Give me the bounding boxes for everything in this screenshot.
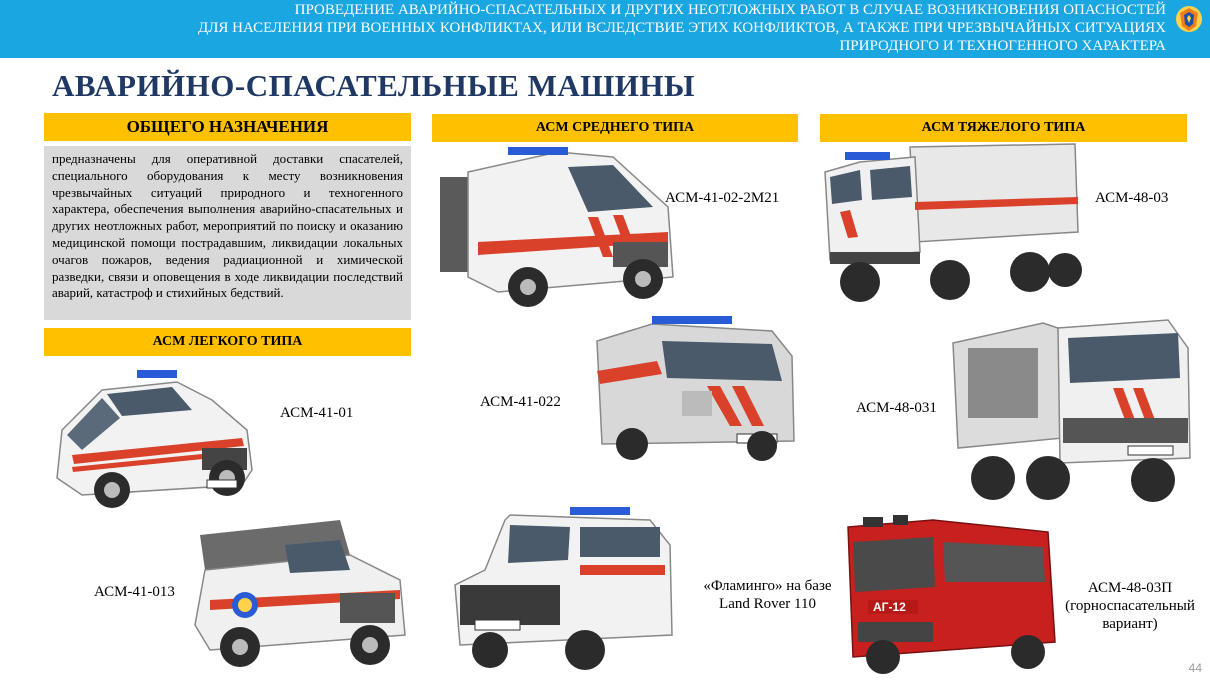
vehicle-label-asm-48-031: АСМ-48-031 (856, 400, 937, 416)
top-banner (0, 0, 1210, 58)
kamaz-box-truck-image (820, 142, 1082, 304)
uaz-rescue-van-image (592, 316, 800, 462)
medium-type-header: АСМ СРЕДНЕГО ТИПА (432, 114, 798, 142)
general-description: предназначены для оперативной доставки спасателей, специального оборудования к месту возникновения чрезвычайных ситуаций природного и техногенного характера, обеспечения выполнения аварийно-спасательных и других неотложных работ, мероприятий по поиску и оказанию медицинской помощи пострадавшим, ликвидации локальных очагов пожаров, ведения радиационной и химической разведки, связи и оповещения в ходе ликвидации последствий аварий, катастроф и стихийных бедствий. (44, 146, 411, 320)
banner-line-1: ПРОВЕДЕНИЕ АВАРИЙНО-СПАСАТЕЛЬНЫХ И ДРУГИХ НЕОТЛОЖНЫХ РАБОТ В СЛУЧАЕ ВОЗНИКНОВЕНИЯ ОПАСНОСТЕЙ (294, 2, 1166, 18)
page-title: АВАРИЙНО-СПАСАТЕЛЬНЫЕ МАШИНЫ (52, 68, 695, 103)
page-number: 44 (1188, 661, 1202, 675)
vehicle-label-asm-41-022: АСМ-41-022 (480, 394, 561, 410)
heavy-type-header: АСМ ТЯЖЕЛОГО ТИПА (820, 114, 1187, 142)
vehicle-label-flamingo (700, 577, 835, 613)
uaz-rescue-jeep-image (190, 515, 410, 675)
vehicle-label-asm-41-013: АСМ-41-013 (94, 584, 175, 600)
vehicle-label-asm-48-03: АСМ-48-03 (1095, 190, 1169, 206)
svg-text:АГ-12: АГ-12 (873, 600, 906, 614)
gazelle-rescue-van-image (438, 147, 678, 309)
land-rover-rescue-image (450, 505, 676, 671)
emergency-emblem-icon (1174, 4, 1204, 34)
niva-rescue-car-image (42, 360, 256, 515)
vehicle-label-asm-41-02-2m21: АСМ-41-02-2М21 (665, 190, 780, 206)
flamingo-label-line-1: «Фламинго» на базе (703, 578, 832, 594)
asm-48-03p-label-line-2: (горноспасательный (1065, 598, 1195, 614)
flamingo-label-line-2: Land Rover 110 (719, 596, 816, 612)
vehicle-label-asm-48-03p (1062, 579, 1198, 633)
vehicle-label-asm-41-01: АСМ-41-01 (280, 405, 354, 421)
kamaz-rescue-truck-image (948, 318, 1198, 503)
red-rescue-bus-image (843, 512, 1061, 676)
asm-48-03p-label-line-3: вариант) (1102, 616, 1158, 632)
light-type-header: АСМ ЛЕГКОГО ТИПА (44, 328, 411, 356)
banner-line-2: ДЛЯ НАСЕЛЕНИЯ ПРИ ВОЕННЫХ КОНФЛИКТАХ, ИЛИ ВСЛЕДСТВИЕ ЭТИХ КОНФЛИКТОВ, А ТАКЖЕ ПРИ ЧРЕЗВЫЧАЙНЫХ СИТУАЦИЯХ (197, 20, 1166, 36)
asm-48-03p-label-line-1: АСМ-48-03П (1087, 580, 1173, 596)
general-purpose-header: ОБЩЕГО НАЗНАЧЕНИЯ (44, 113, 411, 141)
banner-line-3: ПРИРОДНОГО И ТЕХНОГЕННОГО ХАРАКТЕРА (839, 38, 1166, 54)
